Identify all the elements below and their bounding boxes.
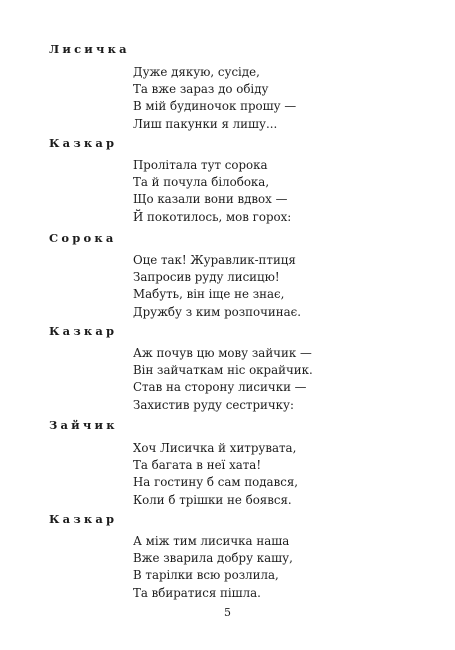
stanza <box>133 440 298 509</box>
verse-line: Мабуть, він іще не знає, <box>133 287 285 302</box>
verse-line: Лиш пакунки я лишу... <box>133 116 278 131</box>
verse-line: В тарілки всю розлила, <box>133 568 279 583</box>
stanza <box>133 345 313 414</box>
speaker-name: Казкар <box>49 136 118 150</box>
verse-line: Аж почув цю мову зайчик — <box>133 346 312 360</box>
verse-line: Він зайчаткам ніс окрайчик. <box>133 363 313 378</box>
verse-line: Оце так! Журавлик-птиця <box>133 253 296 267</box>
verse-line: Та вбиратися пішла. <box>133 585 261 600</box>
verse-line: Й покотилось, мов горох: <box>133 209 292 224</box>
speaker-name: Лисичка <box>49 42 130 56</box>
verse-line: Захистив руду сестричку: <box>133 397 294 412</box>
stanza <box>133 252 301 321</box>
verse-line: Дуже дякую, сусіде, <box>133 65 260 79</box>
speaker-name: Сорока <box>49 231 117 245</box>
speaker-name: Зайчик <box>49 418 118 432</box>
verse-line: Хоч Лисичка й хитрувата, <box>133 441 297 455</box>
verse-line: Запросив руду лисицю! <box>133 270 280 285</box>
verse-line: Та вже зараз до обіду <box>133 82 269 97</box>
speaker-name: Казкар <box>49 324 118 338</box>
verse-line: Пролітала тут сорока <box>133 158 268 172</box>
speaker-name: Казкар <box>49 512 118 526</box>
verse-line: А між тим лисичка наша <box>133 534 290 548</box>
verse-line: Що казали вони вдвох — <box>133 192 288 207</box>
stanza <box>133 533 293 602</box>
verse-line: В мій будиночок прошу — <box>133 99 297 114</box>
stanza <box>133 157 291 226</box>
verse-line: Вже зварила добру кашу, <box>133 551 293 566</box>
verse-line: Став на сторону лисички — <box>133 380 307 395</box>
verse-line: Коли б трішки не боявся. <box>133 492 292 507</box>
stanza <box>133 64 296 133</box>
verse-line: Дружбу з ким розпочинає. <box>133 304 302 319</box>
page-number: 5 <box>224 606 231 619</box>
verse-line: На гостину б сам подався, <box>133 475 299 490</box>
verse-line: Та багата в неї хата! <box>133 458 262 473</box>
verse-line: Та й почула білобока, <box>133 175 270 190</box>
